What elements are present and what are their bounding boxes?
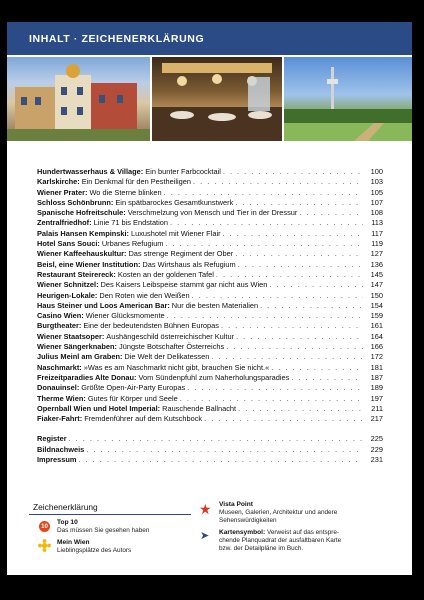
toc-entry[interactable]: Wiener Kaffeehauskultur: Das strenge Regiment der Ober . . . 127 xyxy=(37,249,383,259)
toc-entry[interactable]: Restaurant Steirereck: Kosten an der goldenen Tafel . . . 145 xyxy=(37,270,383,280)
photo-strip xyxy=(7,57,412,141)
toc-entry[interactable]: Zentralfriedhof: Linie 71 bis Endstation . . . 113 xyxy=(37,218,383,228)
toc-entry[interactable]: Therme Wien: Gutes für Körper und Seele . . . 197 xyxy=(37,394,383,404)
cafe-illustration xyxy=(152,57,282,141)
leader-dots xyxy=(271,363,363,373)
legend-box xyxy=(29,494,390,566)
leader-dots xyxy=(170,218,363,228)
toc-entry[interactable]: Julius Meinl am Graben: Die Welt der Delikatessen . . . 172 xyxy=(37,352,383,362)
toc-entry[interactable]: Fiaker-Fahrt: Fremdenführer auf dem Kutschbock . . . 217 xyxy=(37,414,383,424)
leader-dots xyxy=(238,404,363,414)
toc-entry[interactable]: Donauinsel: Größte Open-Air-Party Europas . . . 189 xyxy=(37,383,383,393)
leader-dots xyxy=(260,301,363,311)
leader-dots xyxy=(187,383,363,393)
toc-entry[interactable]: Spanische Hofreitschule: Verschmelzung von Mensch und Tier in der Dressur . . . 108 xyxy=(37,208,383,218)
leader-dots xyxy=(235,198,363,208)
toc-entry[interactable]: Naschmarkt: »Was es am Naschmarkt nicht gibt, brauchen Sie nicht.« . . . 181 xyxy=(37,363,383,373)
legend-kartensymbol: Kartensymbol: Verweist auf das entspre- chende Planquadrat der ausfaltbaren Karte bzw. der Detailpläne im Buch. xyxy=(219,529,342,552)
toc-entry[interactable]: Beisl, eine Wiener Institution: Das Wirtshaus als Refugium . . . 136 xyxy=(37,260,383,270)
toc-entry[interactable]: Haus Steiner und Loos American Bar: Nur die besten Materialien . . . 154 xyxy=(37,301,383,311)
leader-dots xyxy=(223,167,363,177)
toc-entry[interactable]: Heurigen-Lokale: Den Roten wie den Weißen . . . 150 xyxy=(37,291,383,301)
photo-kaffeehaus xyxy=(152,57,282,141)
header-bar xyxy=(7,22,412,55)
toc-entry[interactable]: Hotel Sans Souci: Urbanes Refugium . . . 119 xyxy=(37,239,383,249)
mein-wien-icon xyxy=(38,539,51,552)
tower-illustration xyxy=(284,57,412,141)
toc-entry[interactable]: Freizeitparadies Alte Donau: Vom Sündenpfuhl zum Naherholungsparadies . . . 187 xyxy=(37,373,383,383)
legend-top10: Top 10 Das müssen Sie gesehen haben xyxy=(57,519,150,534)
toc-entry[interactable]: Casino Wien: Wiener Glücksmomente . . . 159 xyxy=(37,311,383,321)
toc-entry[interactable]: Wiener Staatsoper: Aushängeschild österreichischer Kultur . . . 164 xyxy=(37,332,383,342)
toc-entry[interactable]: Schloss Schönbrunn: Ein spätbarockes Gesamtkunstwerk . . . 107 xyxy=(37,198,383,208)
leader-dots xyxy=(78,455,363,465)
top10-icon: 10 xyxy=(39,521,50,532)
photo-hundertwasserhaus xyxy=(7,57,150,141)
appendix-entry-bildnachweis[interactable]: Bildnachweis . . . 229 xyxy=(37,445,383,455)
leader-dots xyxy=(291,373,363,383)
leader-dots xyxy=(86,445,363,455)
toc-entry[interactable]: Palais Hansen Kempinski: Luxushotel mit Wiener Flair . . . 117 xyxy=(37,229,383,239)
page-title: INHALT · ZEICHENERKLÄRUNG xyxy=(29,32,205,45)
leader-dots xyxy=(180,394,363,404)
map-pointer-icon: ➤ xyxy=(200,530,210,542)
legend-mein-wien: Mein Wien Lieblingsplätze des Autors xyxy=(57,539,132,554)
legend-divider xyxy=(29,514,191,515)
leader-dots xyxy=(164,188,363,198)
leader-dots xyxy=(221,321,363,331)
leader-dots xyxy=(167,311,363,321)
leader-dots xyxy=(226,342,363,352)
appendix-entry-register[interactable]: Register . . . 225 xyxy=(37,434,383,444)
leader-dots xyxy=(238,260,363,270)
photo-donauturm xyxy=(284,57,412,141)
toc-entry[interactable]: Wiener Sängerknaben: Jüngste Botschafter Österreichs . . . 166 xyxy=(37,342,383,352)
leader-dots xyxy=(204,414,363,424)
leader-dots xyxy=(192,291,363,301)
book-page xyxy=(7,22,412,575)
leader-dots xyxy=(223,229,363,239)
leader-dots xyxy=(165,239,363,249)
toc-entry[interactable]: Wiener Prater: Wo die Sterne blinken . . . 105 xyxy=(37,188,383,198)
table-of-contents xyxy=(37,167,383,465)
leader-dots xyxy=(269,280,363,290)
toc-entry[interactable]: Karlskirche: Ein Denkmal für den Pestheiligen . . . 103 xyxy=(37,177,383,187)
section-gap xyxy=(37,424,383,434)
leader-dots xyxy=(69,434,363,444)
leader-dots xyxy=(236,332,363,342)
leader-dots xyxy=(211,352,363,362)
leader-dots xyxy=(193,177,363,187)
vista-point-star-icon: ★ xyxy=(199,501,212,517)
toc-entry[interactable]: Wiener Schnitzel: Des Kaisers Leibspeise stammt gar nicht aus Wien . . . 147 xyxy=(37,280,383,290)
leader-dots xyxy=(216,270,363,280)
toc-entry[interactable]: Burgtheater: Eine der bedeutendsten Bühnen Europas . . . 161 xyxy=(37,321,383,331)
legend-title: Zeichenerklärung xyxy=(33,502,98,512)
leader-dots xyxy=(235,249,363,259)
legend-vista-point: Vista Point Museen, Galerien, Architektur und andere Sehenswürdigkeiten xyxy=(219,501,338,524)
leader-dots xyxy=(299,208,363,218)
appendix-entry-impressum[interactable]: Impressum . . . 231 xyxy=(37,455,383,465)
toc-entry[interactable]: Opernball Wien und Hotel Imperial: Rauschende Ballnacht . . . 211 xyxy=(37,404,383,414)
toc-entry[interactable]: Hundertwasserhaus & Village: Ein bunter Farbcocktail . . . 100 xyxy=(37,167,383,177)
building-illustration xyxy=(7,57,150,141)
